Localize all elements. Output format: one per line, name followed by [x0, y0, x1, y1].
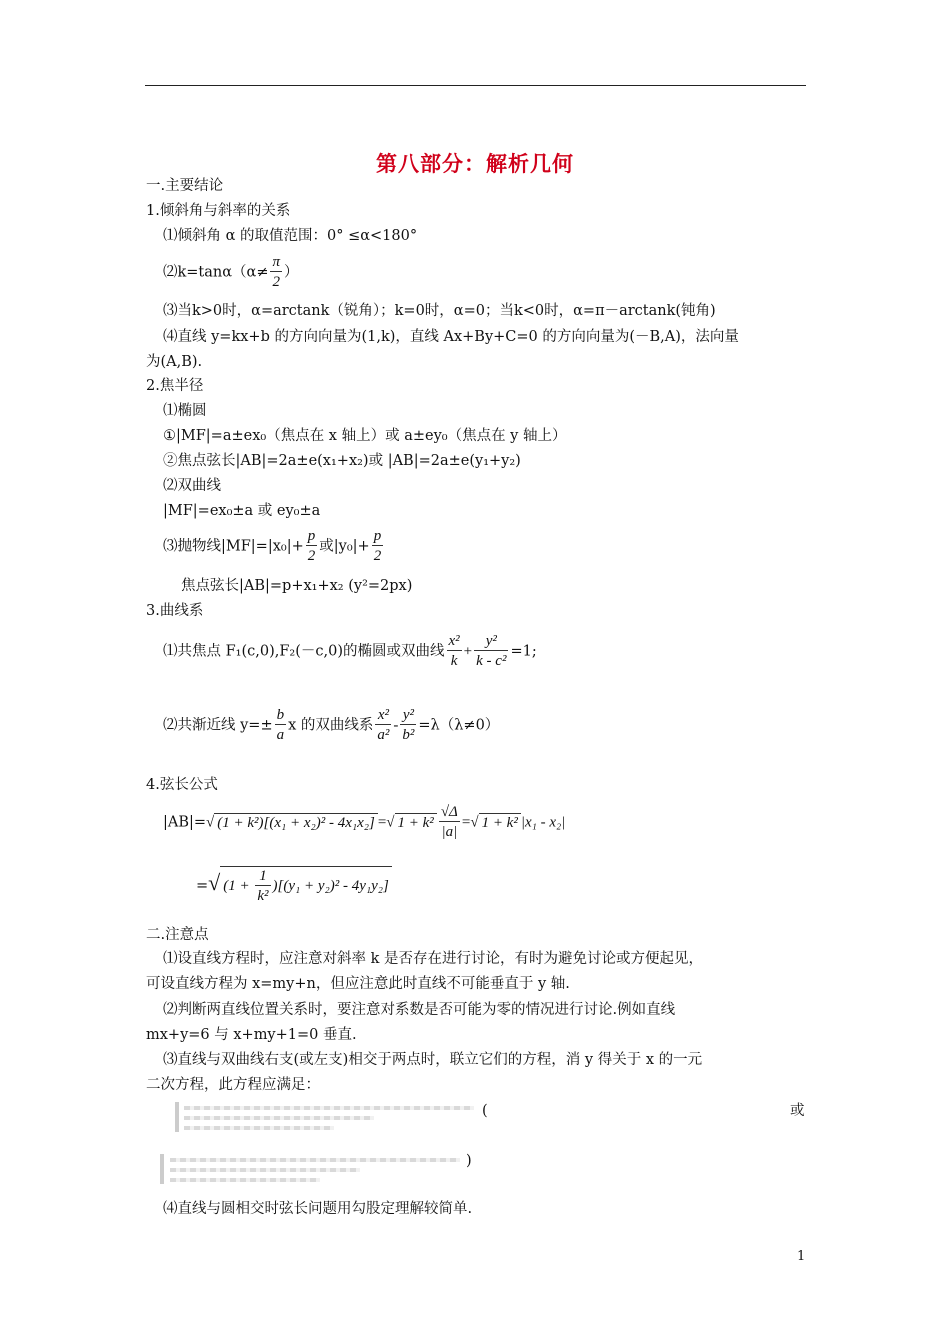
sqrt-expr-1: (1 + k²)[(x₁ + x₂)² - 4x₁x₂] — [214, 813, 378, 832]
fraction-denominator: k² — [257, 888, 269, 904]
page-title: 第八部分：解析几何 — [376, 151, 574, 176]
asymptote-text: ⑵共渐近线 y=± — [163, 717, 273, 734]
fraction-numerator: p — [307, 528, 316, 544]
line-ellipse-chord: ②焦点弦长|AB|=2a±e(x₁+x₂)或 |AB|=2a±e(y₁+y₂) — [163, 453, 521, 469]
fraction-denominator: |a| — [441, 824, 458, 840]
sqrt-expr-2: 1 + k² — [395, 813, 437, 832]
line-arctan: ⑶当k>0时，α=arctank（锐角）；k=0时，α=0；当k<0时，α=π－arctank(钝角) — [163, 303, 716, 319]
line-confocal: ⑴共焦点 F₁(c,0),F₂(－c,0)的椭圆或双曲线 $\frac{\text{x²}}{k}$ + $\frac{\text{y²}}{\text{k - c²}}$ =1; — [163, 633, 537, 669]
fraction-denominator: a² — [377, 727, 390, 743]
asymptote-lambda: =λ（λ≠0） — [418, 717, 500, 734]
line-direction-vector: ⑷直线 y=kx+b 的方向向量为(1,k)，直线 Ax+By+C=0 的方向向量为(－B,A)，法向量 — [163, 329, 739, 345]
subheading-slope: 1.倾斜角与斜率的关系 — [146, 203, 291, 219]
section-heading-2: 二.注意点 — [146, 927, 209, 943]
note-3b: 二次方程，此方程应满足： — [146, 1077, 320, 1093]
open-paren: ( — [482, 1103, 488, 1119]
fraction-numerator: x² — [375, 706, 391, 725]
equals-sign-2: = — [196, 877, 209, 894]
fraction-denominator: 2 — [373, 548, 382, 564]
line-normal-vector: 为(A,B). — [146, 354, 203, 370]
line-k-tan — [163, 253, 299, 292]
k-tan-text: ⑵k=tanα（α≠ — [163, 264, 269, 281]
note-4: ⑷直线与圆相交时弦长问题用勾股定理解较简单. — [163, 1201, 473, 1217]
line-parabola-chord: 焦点弦长|AB|=p+x₁+x₂ (y²=2px) — [181, 578, 413, 594]
p-over-2-fraction-2 — [372, 527, 384, 566]
1-over-k2-fraction — [255, 867, 270, 906]
header-rule — [145, 85, 806, 86]
sqrt-expr-4-part1: (1 + — [223, 877, 254, 894]
k-tan-close: ） — [284, 264, 299, 281]
delta-over-a-fraction — [439, 803, 460, 842]
parabola-or: 或|y₀|+ — [319, 538, 370, 555]
fraction-denominator: 2 — [272, 274, 280, 290]
fraction-numerator: 1 — [255, 867, 270, 886]
fraction-denominator: a — [276, 727, 285, 743]
subheading-chord-length: 4.弦长公式 — [146, 777, 218, 793]
fraction-numerator: p — [373, 528, 382, 544]
note-2b: mx+y=6 与 x+my+1=0 垂直. — [146, 1027, 357, 1043]
subheading-focal-radius: 2.焦半径 — [146, 378, 204, 394]
sqrt-expr-3: 1 + k² — [479, 813, 521, 832]
close-paren: ) — [466, 1153, 472, 1169]
b-over-a-fraction — [275, 706, 287, 745]
note-2a: ⑵判断两直线位置关系时，要注意对系数是否可能为零的情况进行讨论.例如直线 — [163, 1002, 676, 1018]
x2-over-a2-fraction — [375, 706, 391, 745]
fraction-numerator: b — [276, 707, 285, 723]
line-hyperbola: ⑵双曲线 — [163, 478, 221, 494]
line-angle-range: ⑴倾斜角 α 的取值范围：0° ≤α<180° — [163, 228, 418, 244]
p-over-2-fraction — [306, 527, 318, 566]
sqrt-expr-4-part2: )[(y₁ + y₂)² - 4y₁y₂] — [272, 877, 389, 894]
line-ellipse: ⑴椭圆 — [163, 403, 207, 419]
y2-over-b2-fraction — [400, 706, 416, 745]
line-parabola-mf — [163, 527, 385, 566]
sqrt-expr-4 — [220, 866, 392, 906]
line-asymptote: ⑵共渐近线 y=± $\frac{b}{a}$ x 的双曲线系 $\frac{\text{x²}}{\text{a²}}$ - $\frac{\text{y²}}{\text{b²}}$ =λ（λ≠0） — [163, 707, 500, 743]
confocal-text: ⑴共焦点 F₁(c,0),F₂(－c,0)的椭圆或双曲线 — [163, 643, 445, 660]
fraction-numerator: √Δ — [440, 804, 458, 820]
line-ellipse-mf: ①|MF|=a±ex₀（焦点在 x 轴上）或 a±ey₀（焦点在 y 轴上） — [163, 428, 567, 444]
confocal-equals: =1; — [510, 643, 537, 660]
fraction-numerator: π — [272, 254, 280, 270]
section-heading-1: 一.主要结论 — [146, 178, 224, 194]
subheading-curve-family: 3.曲线系 — [146, 603, 204, 619]
fraction-numerator: x² — [448, 633, 460, 649]
page-number: 1 — [797, 1249, 806, 1264]
chord-formula-1: |AB|=√ (1 + k²)[(x₁ + x₂)² - 4x₁x₂] =√ 1 + k² $\frac{√\Delta}{|a|}$ =√ 1 + k² |x₁ - x₂| — [163, 804, 566, 840]
line-hyperbola-mf: |MF|=ex₀±a 或 ey₀±a — [163, 503, 321, 519]
fraction-denominator: 2 — [307, 548, 316, 564]
abs-x-diff: |x₁ - x₂| — [520, 814, 566, 831]
equals-sign: = — [377, 814, 387, 831]
or-label: 或 — [790, 1103, 805, 1119]
note-1a: ⑴设直线方程时，应注意对斜率 k 是否存在进行讨论，有时为避免讨论或方便起见， — [163, 951, 704, 967]
asymptote-text-2: x 的双曲线系 — [288, 717, 374, 734]
parabola-text: ⑶抛物线|MF|=|x₀|+ — [163, 538, 304, 555]
x2-over-k-fraction — [447, 632, 462, 671]
pi-over-2-fraction — [270, 253, 282, 292]
fraction-numerator: y² — [400, 706, 416, 725]
note-3a: ⑶直线与双曲线右支(或左支)相交于两点时，联立它们的方程，消 y 得关于 x 的一元 — [163, 1052, 703, 1068]
note-1b: 可设直线方程为 x=my+n，但应注意此时直线不可能垂直于 y 轴. — [146, 976, 570, 992]
fraction-denominator: b² — [402, 727, 415, 743]
fraction-denominator: k — [450, 653, 458, 669]
y2-over-k-c2-fraction — [474, 632, 508, 671]
ab-label: |AB|= — [163, 814, 207, 831]
fraction-numerator: y² — [474, 632, 508, 651]
chord-formula-2: =√ (1 + $\frac{1}{\text{k²}}$ )[(y₁ + y₂)² - 4y₁y₂] — [196, 866, 392, 906]
fraction-denominator: k - c² — [476, 653, 507, 669]
